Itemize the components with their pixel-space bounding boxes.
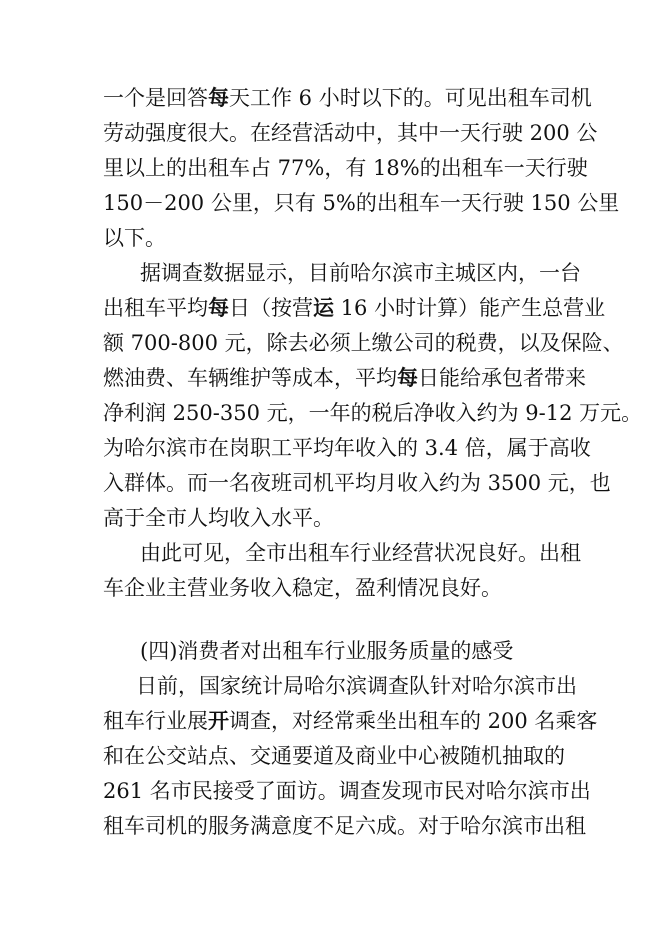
text-run: 调查，对经常乘坐出租车的 200 名乘客: [229, 709, 598, 733]
text-line: [136, 673, 577, 699]
text-line: [103, 435, 591, 461]
text-line: [103, 85, 592, 111]
text-run-bold: 每: [397, 365, 418, 390]
text-run: 劳动强度很大。在经营活动中，其中一天行驶 200 公: [103, 121, 598, 145]
text-line: [140, 260, 581, 286]
text-line: [140, 540, 581, 566]
text-run: 16 小时计算）能产生总营业: [334, 296, 606, 320]
text-line: [103, 470, 611, 496]
text-run: 净利润 250-350 元，一年的税后净收入约为 9-12 万元。: [103, 401, 643, 425]
text-run: 燃油费、车辆维护等成本，平均: [103, 366, 397, 390]
text-run-bold: 开: [208, 708, 229, 733]
text-run: 里以上的出租车占 77%，有 18%的出租车一天行驶: [103, 156, 588, 180]
text-line: [103, 295, 605, 321]
text-run: 由此可见，全市出租车行业经营状况良好。出租: [140, 541, 581, 565]
text-run: 261 名市民接受了面访。调查发现市民对哈尔滨市出: [103, 779, 591, 803]
text-line: [103, 120, 597, 146]
text-line: [103, 505, 334, 531]
text-line: [103, 225, 166, 251]
text-run: 天工作 6 小时以下的。可见出租车司机: [229, 86, 592, 110]
text-line: [103, 743, 565, 769]
text-run: 车企业主营业务收入稳定，盈利情况良好。: [103, 576, 502, 600]
text-run: (四)消费者对出租车行业服务质量的感受: [140, 639, 514, 663]
text-run: 日前，国家统计局哈尔滨调查队针对哈尔滨市出: [136, 674, 577, 698]
text-run: 据调查数据显示，目前哈尔滨市主城区内，一台: [140, 261, 581, 285]
text-line: [103, 708, 597, 734]
text-run: 入群体。而一名夜班司机平均月收入约为 3500 元，也: [103, 471, 611, 495]
text-line: [103, 365, 586, 391]
text-line: [103, 400, 642, 426]
text-line: [103, 190, 619, 216]
text-run: 为哈尔滨市在岗职工平均年收入的 3.4 倍，属于高收: [103, 436, 591, 460]
text-run: 150－200 公里，只有 5%的出租车一天行驶 150 公里: [103, 191, 620, 215]
text-line: [103, 778, 591, 804]
text-line: [103, 155, 588, 181]
text-line: [103, 330, 624, 356]
text-run-bold: 每: [208, 295, 229, 320]
text-run: 出租车平均: [103, 296, 208, 320]
text-line: [103, 575, 502, 601]
text-run-bold: 每: [208, 85, 229, 110]
text-run: 额 700-800 元，除去必须上缴公司的税费，以及保险、: [103, 331, 624, 355]
text-run: 以下。: [103, 226, 166, 250]
text-run: 和在公交站点、交通要道及商业中心被随机抽取的: [103, 744, 565, 768]
text-run: 租车行业展: [103, 709, 208, 733]
text-run: 日（按营: [229, 296, 313, 320]
text-run-bold: 运: [313, 295, 334, 320]
section-heading: [140, 638, 513, 664]
text-line: [103, 813, 586, 839]
text-run: 高于全市人均收入水平。: [103, 506, 334, 530]
text-run: 日能给承包者带来: [418, 366, 586, 390]
text-run: 租车司机的服务满意度不足六成。对于哈尔滨市出租: [103, 814, 586, 838]
text-run: 一个是回答: [103, 86, 208, 110]
